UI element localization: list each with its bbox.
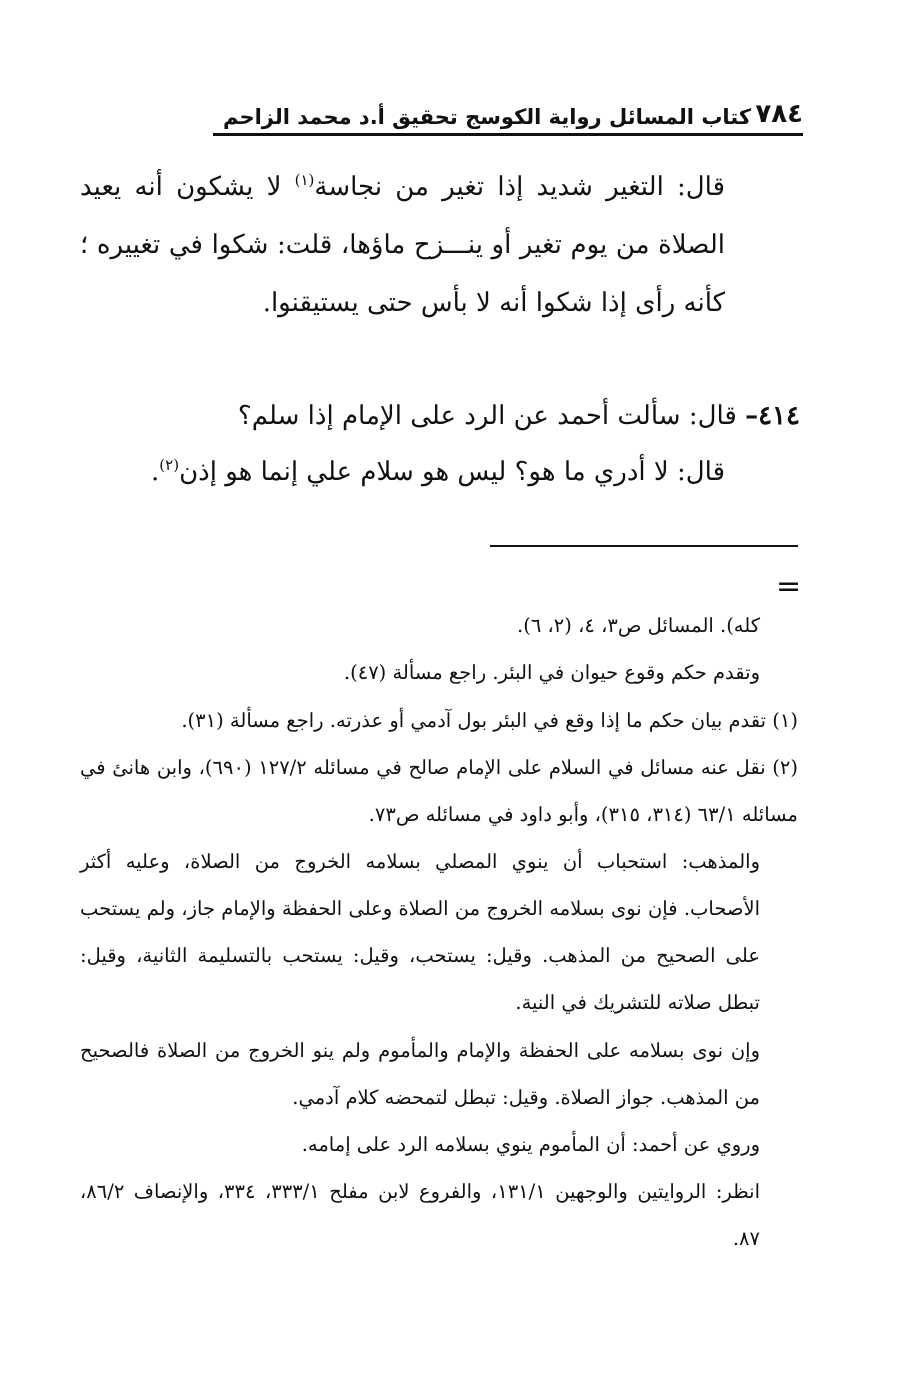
footnote-1: (١) تقدم بيان حكم ما إذا وقع في البئر بول آدمي أو عذرته. راجع مسألة (٣١).	[181, 709, 798, 732]
footnote-2: (٢) نقل عنه مسائل في السلام على الإمام صالح في مسائله ١٢٧/٢ (٦٩٠)، وابن هانئ في مسائله ٦٣/١ (٣١٤، ٣١٥)، وأبو داود في مسائله ص٧٣.	[80, 756, 798, 826]
issue-number: ٤١٤–	[745, 401, 800, 431]
footnote-madhhab-paragraph: والمذهب: استحباب أن ينوي المصلي بسلامه الخروج من الصلاة، وعليه أكثر الأصحاب. فإن نوى بسلامه الخروج من الصلاة وعلى الحفظة والإمام جاز، ولم يستحب على الصحيح من المذهب. وقيل: يستحب، وقيل: يستحب بالتسليمة الثانية، وقيل: تبطل صلاته للتشريك في النية.	[80, 850, 760, 1014]
running-title: كتاب المسائل رواية الكوسج تحقيق أ.د محمد الزاحم	[223, 105, 752, 129]
page-number: ٧٨٤	[755, 99, 803, 129]
footnote-ahmad-narration: وروي عن أحمد: أن المأموم ينوي بسلامه الرد على إمامه.	[301, 1133, 760, 1156]
continuation-mark: =	[776, 569, 802, 604]
issue-question: قال: سألت أحمد عن الرد على الإمام إذا سلم؟	[237, 401, 746, 431]
page-header	[213, 92, 803, 136]
paragraph-tagayyur	[80, 158, 725, 332]
footnote-niyyah-paragraph: وإن نوى بسلامه على الحفظة والإمام والمأموم ولم ينو الخروج من الصلاة فالصحيح من المذهب. جواز الصلاة. وقيل: تبطل لتمحضه كلام آدمي.	[80, 1039, 760, 1109]
issue-414	[200, 387, 800, 445]
footnote-references: انظر: الروايتين والوجهين ١٣١/١، والفروع لابن مفلح ٣٣٣/١، ٣٣٤، والإنصاف ٨٦/٢، ٨٧.	[80, 1180, 760, 1250]
footnote-continuation-line-1: كله). المسائل ص٣، ٤، (٢، ٦).	[517, 614, 760, 637]
footnote-continuation-line-2: وتقدم حكم وقوع حيوان في البئر. راجع مسألة (٤٧).	[343, 661, 760, 684]
footnote-ref-1[interactable]: (١)	[294, 171, 315, 189]
answer-text: قال: لا أدري ما هو؟ ليس هو سلام علي إنما هو إذن	[179, 457, 725, 487]
para1-start: قال: التغير شديد إذا تغير من نجاسة	[314, 172, 725, 202]
issue-414-answer	[150, 443, 725, 501]
footnote-ref-2[interactable]: (٢)	[159, 456, 180, 474]
footnote-separator	[490, 545, 798, 547]
answer-end: .	[151, 457, 160, 487]
para1-rest: لا يشكون أنه يعيد الصلاة من يوم تغير أو ينـــزح ماؤها، قلت: شكوا في تغييره ؛ كأنه رأى إذا شكوا أنه لا بأس حتى يستيقنوا.	[80, 172, 725, 318]
